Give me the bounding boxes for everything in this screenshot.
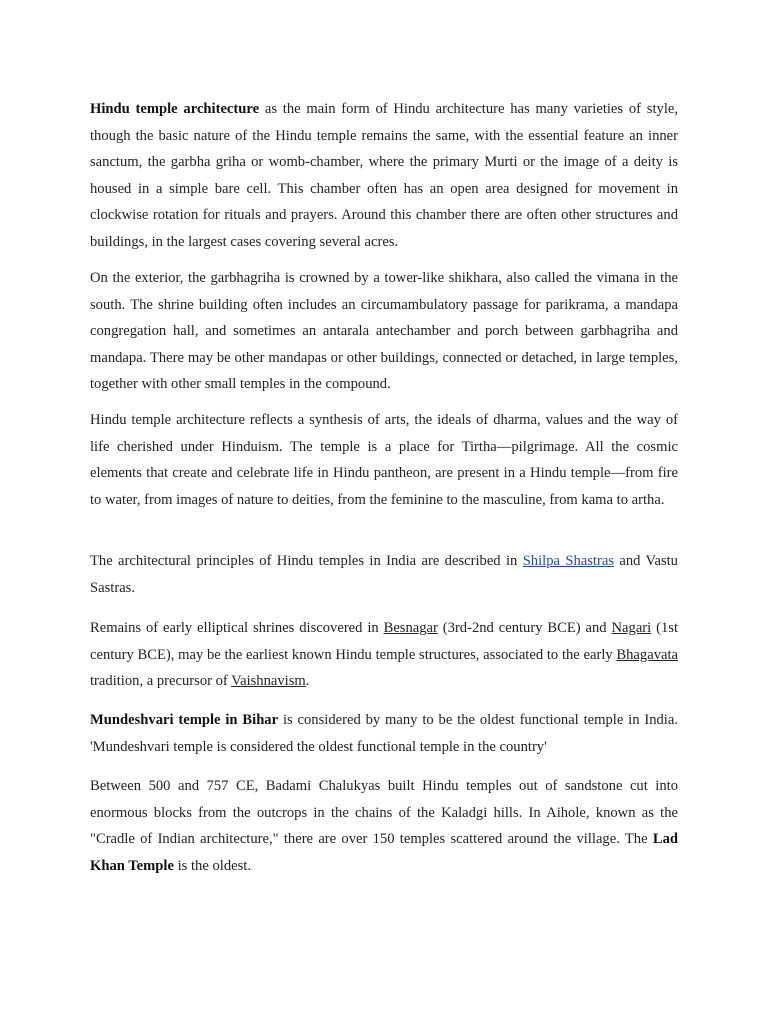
paragraph-early-shrines [90, 615, 678, 695]
shrines-text-5: . [305, 673, 310, 689]
term-hindu-temple-architecture: Hindu temple architecture [90, 101, 260, 117]
paragraph-synthesis: Hindu temple architecture reflects a synthesis of arts, the ideals of dharma, values and the way of life cherished under Hinduism. The temple is a place for Tirtha—pilgrimage. All the cosmic elements that create and celebrate life in Hindu pantheon, are present in a Hindu temple—from fire to water, from images of nature to deities, from the feminine to the masculine, from kama to artha. [90, 412, 678, 508]
principles-text-before: The architectural principles of Hindu temples in India are described in [90, 553, 523, 569]
vaishnavism-link[interactable]: Vaishnavism [231, 673, 306, 689]
shrines-text-3: (1st century BCE), may be the earliest known Hindu temple structures, associated to the early [90, 620, 678, 663]
besnagar-link[interactable]: Besnagar [383, 620, 438, 636]
paragraph-chalukyas [90, 773, 678, 879]
paragraph-intro-text: as the main form of Hindu architecture has many varieties of style, though the basic nature of the Hindu temple remains the same, with the essential feature an inner sanctum, the garbha griha or womb-chamber, where the primary Murti or the image of a deity is housed in a simple bare cell. This chamber often has an open area designed for movement in clockwise rotation for rituals and prayers. Around this chamber there are often other structures and buildings, in the largest cases covering several acres. [90, 101, 678, 250]
principles-text-after: and Vastu Sastras. [90, 553, 678, 596]
shrines-text-2: (3rd-2nd century BCE) and [437, 620, 612, 636]
chalukyas-text: Between 500 and 757 CE, Badami Chalukyas built Hindu temples out of sandstone cut into enormous blocks from the outcrops in the chains of the Kaladgi hills. In Aihole, known as the "Cradle of Indian architecture," there are over 150 temples scattered around the village. The [90, 778, 678, 847]
nagari-link[interactable]: Nagari [611, 620, 652, 636]
bhagavata-link[interactable]: Bhagavata [616, 646, 678, 663]
paragraph-intro [90, 96, 678, 255]
term-lad-khan-temple: Lad Khan Temple [90, 831, 678, 874]
paragraph-mundeshvari [90, 707, 678, 760]
paragraph-principles [90, 548, 678, 601]
shilpa-shastras-link[interactable]: Shilpa Shastras [522, 553, 614, 569]
mundeshvari-text: is considered by many to be the oldest functional temple in India. 'Mundeshvari temple is considered the oldest functional temple in the country' [90, 712, 678, 755]
chalukyas-text-after: is the oldest. [173, 857, 251, 874]
term-mundeshvari-temple: Mundeshvari temple in Bihar [90, 712, 279, 728]
shrines-text-1: Remains of early elliptical shrines discovered in [90, 620, 384, 636]
shrines-text-4: tradition, a precursor of [90, 673, 232, 689]
paragraph-exterior: On the exterior, the garbhagriha is crowned by a tower-like shikhara, also called the vimana in the south. The shrine building often includes an circumambulatory passage for parikrama, a mandapa congregation hall, and sometimes an antarala antechamber and porch between garbhagriha and mandapa. There may be other mandapas or other buildings, connected or detached, in large temples, together with other small temples in the compound. [90, 270, 678, 392]
